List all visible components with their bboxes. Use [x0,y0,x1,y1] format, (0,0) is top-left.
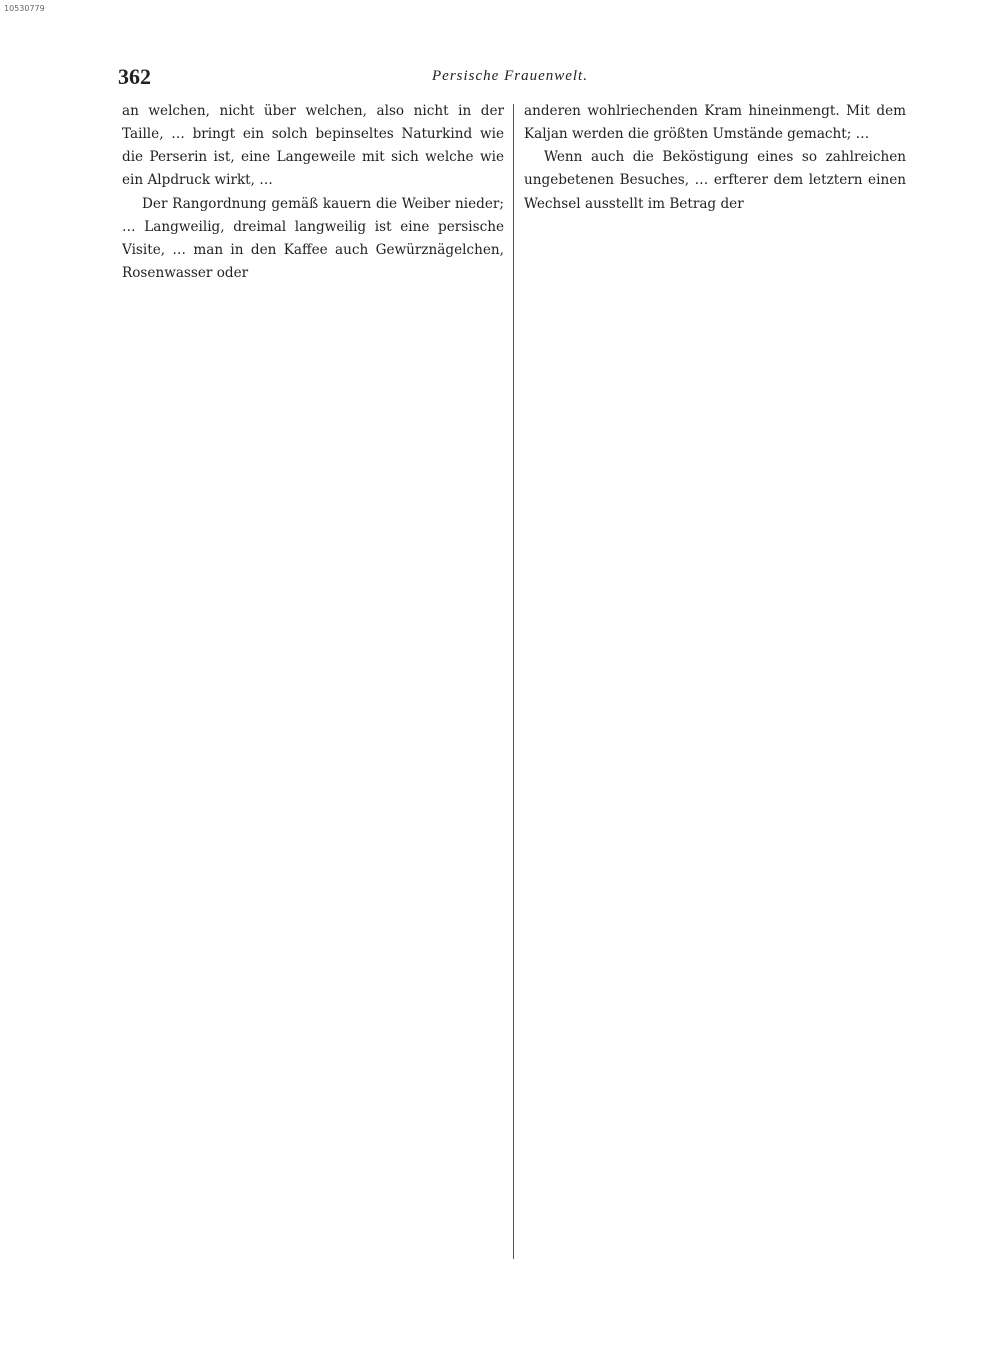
right-paragraph-1: anderen wohlriechenden Kram hineinmengt. Mit dem Kaljan werden die größten Umstände gemacht; … [524,103,906,143]
right-paragraph-2: Wenn auch die Beköstigung eines so zahlreichen ungebetenen Besuches, … erfterer dem letztern einen Wechsel ausstellt im Betrag der [524,149,906,212]
left-paragraph-1: an welchen, nicht über welchen, also nicht in der Taille, … bringt ein solch bepinseltes Naturkind wie die Perserin ist, eine Langeweile mit sich welche wie ein Alpdruck wirkt, … [122,103,504,189]
left-column [122,100,504,1265]
left-paragraph-2: Der Rangordnung gemäß kauern die Weiber nieder; … Langweilig, dreimal langweilig ist eine persische Visite, … man in den Kaffee auch Gewürznägelchen, Rosenwasser oder [122,195,504,282]
header-title: Persische Frauenwelt. [432,68,588,84]
text-columns [122,100,906,1265]
column-divider [513,104,514,1259]
right-column [524,100,906,1265]
page-number: 362 [118,64,151,89]
scan-id: 10530779 [4,4,45,13]
running-head [118,64,902,90]
